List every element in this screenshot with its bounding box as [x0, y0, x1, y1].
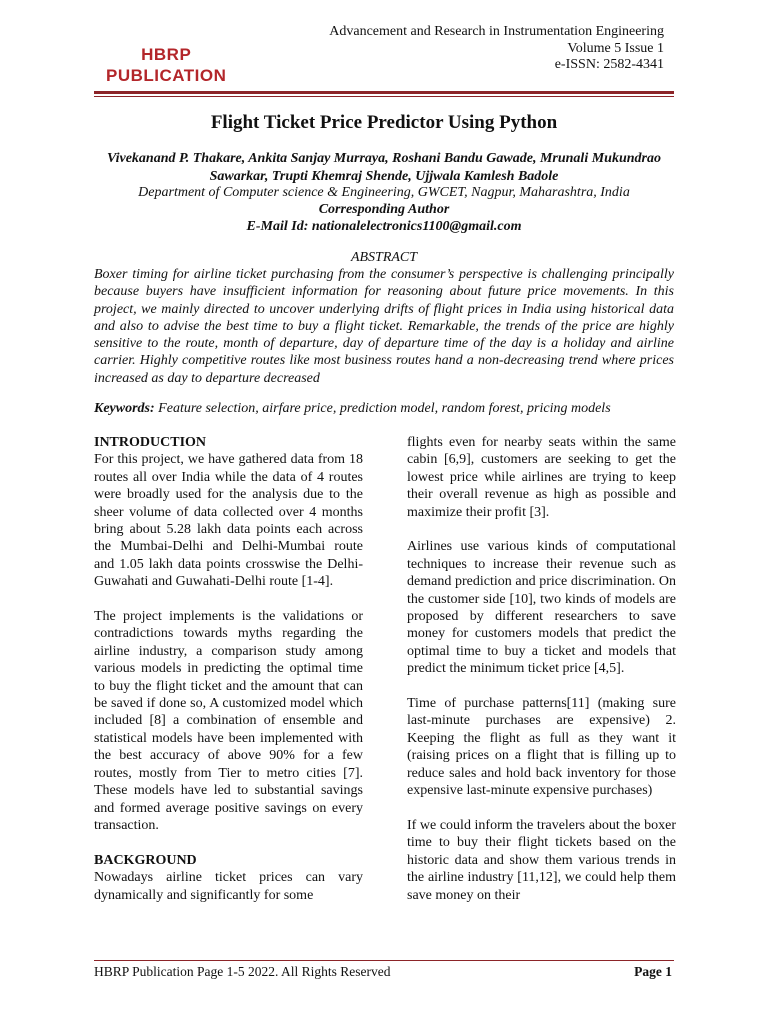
logo-line-2: PUBLICATION — [106, 66, 227, 85]
right-paragraph-2: Airlines use various kinds of computational techniques to increase their revenue such as demand prediction and price discrimination. On the customer side [10], two kinds of models are proposed by different researchers to save money for customers models that predict the optimal time to buy a ticket and models that predict the minimum ticket price [4,5]. — [407, 539, 676, 677]
header-rule — [94, 91, 674, 97]
abstract-heading: ABSTRACT — [350, 250, 418, 265]
right-paragraph-3: Time of purchase patterns[11] (making sure last-minute purchases are expensive) 2. Keeping the flight as full as they want it (raising prices on a flight that is filling up to reduce sales and hold back inventory for those expensive last-minute expensive purchases) — [407, 696, 676, 799]
keywords — [94, 401, 674, 417]
author-list: Vivekanand P. Thakare, Ankita Sanjay Murraya, Roshani Bandu Gawade, Mrunali Mukundrao Sawarkar, Trupti Khemraj Shende, Ujjwala Kamlesh Badole — [107, 151, 661, 184]
journal-volume: Volume 5 Issue 1 — [567, 40, 664, 56]
background-paragraph-1: Nowadays airline ticket prices can vary dynamically and significantly for some — [94, 870, 363, 903]
logo-line-1: HBRP — [141, 45, 192, 64]
keywords-text: Feature selection, airfare price, prediction model, random forest, pricing models — [154, 401, 611, 416]
journal-issn: e-ISSN: 2582-4341 — [554, 57, 664, 72]
page-number: Page 1 — [634, 964, 672, 979]
affiliation: Department of Computer science & Engineering, GWCET, Nagpur, Maharashtra, India — [138, 185, 630, 200]
paper-title: Flight Ticket Price Predictor Using Python — [210, 112, 558, 133]
journal-name: Advancement and Research in Instrumentation Engineering — [329, 24, 664, 39]
intro-paragraph-1: For this project, we have gathered data from 18 routes all over India while the data of 4 routes were broadly used for the analysis due to the sheer volume of data collected over 4 months bring about 5.28 lakh data points each across the Mumbai-Delhi and Delhi-Mumbai route and 1.05 lakh data points crosswise the Delhi-Guwahati and Guwahati-Delhi route [1-4]. — [94, 452, 363, 590]
author-email: E-Mail Id: nationalelectronics1100@gmail.com — [246, 219, 522, 234]
left-column — [94, 434, 363, 921]
right-column — [407, 434, 676, 921]
journal-info — [329, 24, 664, 74]
publisher-logo — [106, 44, 226, 86]
corresponding-author-label: Corresponding Author — [318, 202, 450, 217]
intro-paragraph-2: The project implements is the validations or contradictions towards myths regarding the airline industry, a comparison study among various models in predicting the optimal time to buy the flight ticket and the amount that can be saved if done so, A customized model which included [8] a combination of ensemble and statistical models have been implemented with the best accuracy of above 90% for a few routes, mostly from Tier to metro cities [7]. These models have led to substantial savings and formed average positive savings on every transaction. — [94, 609, 363, 833]
right-paragraph-1: flights even for nearby seats within the same cabin [6,9], customers are seeking to get the lowest price while airlines are trying to keep their overall revenue as high as possible and maximize their profit [3]. — [407, 435, 676, 520]
footer-rule — [94, 960, 674, 961]
footer-copyright: HBRP Publication Page 1-5 2022. All Rights Reserved — [94, 964, 391, 979]
right-paragraph-4: If we could inform the travelers about the boxer time to buy their flight tickets based on the historic data and show them various trends in the airline industry [11,12], we could help them save money on their — [407, 817, 676, 903]
keywords-label: Keywords: — [94, 401, 155, 416]
abstract-text: Boxer timing for airline ticket purchasing from the consumer’s perspective is challenging principally because buyers have insufficient information for reasoning about future price movements. In this project, we mainly directed to uncover underlying drifts of flight prices in India using historical data and also to advise the best time to buy a flight ticket. Remarkable, the trends of the price are highly sensitive to the route, month of departure, day of departure time of the day is a holiday and airline carrier. Highly competitive routes like most business routes hand a non-decreasing trend where prices increased as day to departure decreased — [94, 267, 674, 386]
background-heading: BACKGROUND — [94, 852, 197, 868]
introduction-heading: INTRODUCTION — [94, 435, 207, 450]
